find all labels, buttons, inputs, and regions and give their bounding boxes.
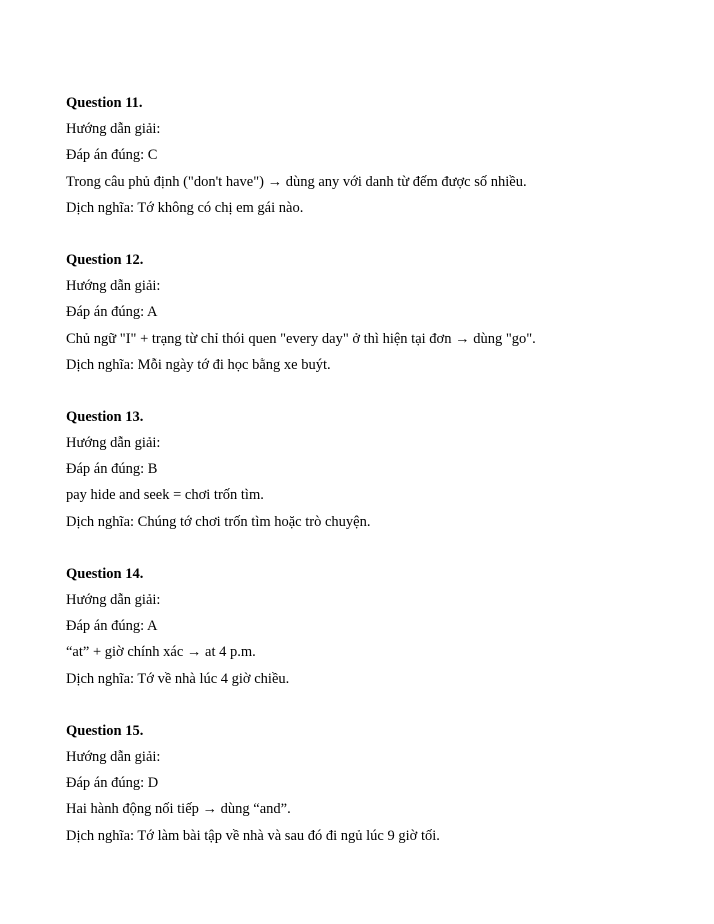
question-block-13 (66, 404, 666, 535)
question-title: Question 15. (66, 722, 144, 739)
translation: Dịch nghĩa: Tớ về nhà lúc 4 giờ chiều. (66, 670, 290, 687)
question-block-12 (66, 247, 666, 378)
solution-guide-label: Hướng dẫn giải: (66, 278, 161, 295)
question-block-14 (66, 561, 666, 692)
solution-guide-label: Hướng dẫn giải: (66, 592, 161, 608)
solution-guide-label: Hướng dẫn giải: (66, 121, 161, 138)
question-title: Question 12. (66, 251, 144, 268)
translation: Dịch nghĩa: Chúng tớ chơi trốn tìm hoặc trò chuyện. (66, 513, 371, 530)
solution-guide-label: Hướng dẫn giải: (66, 748, 161, 765)
correct-answer: Đáp án đúng: C (66, 147, 158, 164)
explanation: Trong câu phủ định ("don't have") → dùng any với danh từ đếm được số nhiều. (66, 173, 527, 190)
question-block-11 (66, 90, 666, 221)
translation: Dịch nghĩa: Tớ không có chị em gái nào. (66, 199, 304, 216)
translation: Dịch nghĩa: Tớ làm bài tập về nhà và sau đó đi ngủ lúc 9 giờ tối. (66, 827, 440, 844)
question-block-15 (66, 718, 666, 849)
correct-answer: Đáp án đúng: A (66, 304, 158, 321)
explanation: “at” + giờ chính xác → at 4 p.m. (66, 644, 256, 661)
solution-guide-label: Hướng dẫn giải: (66, 435, 161, 452)
correct-answer: Đáp án đúng: B (66, 461, 158, 478)
explanation: Chủ ngữ "I" + trạng từ chỉ thói quen "every day" ở thì hiện tại đơn → dùng "go". (66, 330, 536, 347)
correct-answer: Đáp án đúng: A (66, 618, 158, 635)
question-title: Question 11. (66, 95, 143, 111)
translation: Dịch nghĩa: Mỗi ngày tớ đi học bằng xe buýt. (66, 356, 331, 373)
question-title: Question 13. (66, 408, 144, 425)
explanation: Hai hành động nối tiếp → dùng “and”. (66, 801, 291, 818)
answer-document (66, 90, 666, 849)
explanation: pay hide and seek = chơi trốn tìm. (66, 487, 264, 504)
correct-answer: Đáp án đúng: D (66, 775, 159, 792)
question-title: Question 14. (66, 565, 144, 582)
